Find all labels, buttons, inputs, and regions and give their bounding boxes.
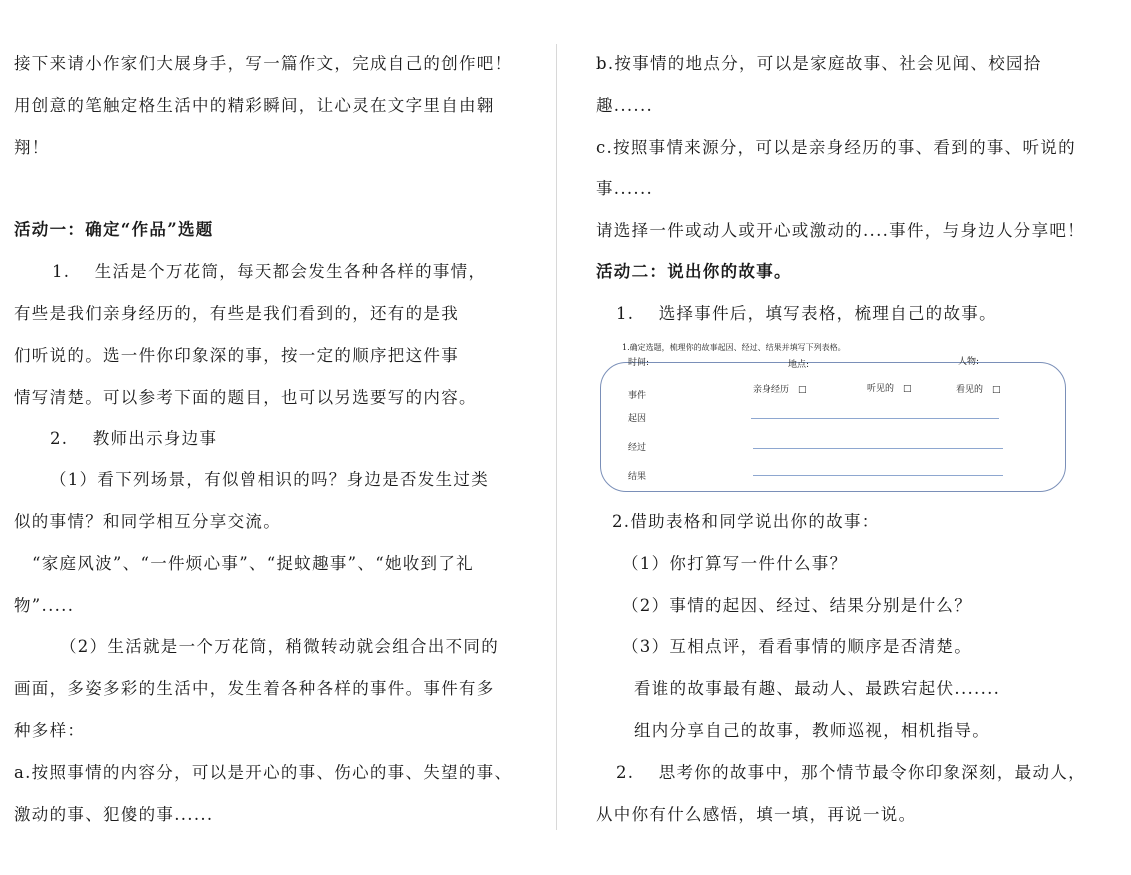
form-cause-line bbox=[751, 418, 999, 419]
topics-line-1: “家庭风波”、“一件烦心事”、“捉蚊趣事”、“她收到了礼 bbox=[32, 554, 474, 573]
share-prompt: 请选择一件或动人或开心或激动的....事件，与身边人分享吧！ bbox=[596, 221, 1085, 240]
column-divider bbox=[556, 44, 557, 830]
sub-2-line-3: 种多样： bbox=[14, 721, 86, 740]
form-time-label: 时间: bbox=[628, 358, 650, 368]
activity-two-step-2: 2.借助表格和同学说出你的故事： bbox=[612, 512, 880, 531]
item-1-line-2: 有些是我们亲身经历的，有些是我们看到的，还有的是我 bbox=[14, 304, 459, 323]
activity-one-heading: 活动一：确定“作品”选题 bbox=[14, 220, 214, 239]
sub-1-line-2: 似的事情？和同学相互分享交流。 bbox=[14, 512, 281, 531]
form-result-label: 结果 bbox=[628, 472, 647, 482]
category-c-line-1: c.按照事情来源分，可以是亲身经历的事、看到的事、听说的 bbox=[596, 138, 1076, 157]
intro-line-3: 翔！ bbox=[14, 138, 50, 157]
form-instruction: 1.确定选题，梳理你的故事起因、经过、结果并填写下列表格。 bbox=[622, 343, 846, 352]
reflection-line-1: 2. 思考你的故事中，那个情节最令你印象深刻，最动人， bbox=[616, 763, 1086, 782]
story-planning-form bbox=[600, 362, 1066, 492]
form-result-line bbox=[753, 475, 1003, 476]
sub-2-line-2: 画面，多姿多彩的生活中，发生着各种各样的事件。事件有多 bbox=[14, 679, 495, 698]
intro-line-2: 用创意的笔触定格生活中的精彩瞬间，让心灵在文字里自由翱 bbox=[14, 96, 495, 115]
form-process-line bbox=[753, 448, 1003, 449]
form-place-label: 地点: bbox=[788, 360, 810, 370]
category-b-line-2: 趣...... bbox=[596, 96, 654, 115]
sub-1-line-1: （1）看下列场景，有似曾相识的吗？身边是否发生过类 bbox=[50, 470, 489, 489]
category-a-line-1: a.按照事情的内容分，可以是开心的事、伤心的事、失望的事、 bbox=[14, 763, 513, 782]
form-option-seen: 看见的 □ bbox=[956, 385, 1001, 395]
reflection-line-2: 从中你有什么感悟，填一填，再说一说。 bbox=[596, 805, 917, 824]
item-1-line-1: 1. 生活是个万花筒，每天都会发生各种各样的事情， bbox=[52, 262, 487, 281]
item-1-line-4: 情写清楚。可以参考下面的题目，也可以另选要写的内容。 bbox=[14, 388, 477, 407]
form-cause-label: 起因 bbox=[628, 414, 647, 424]
item-2-heading: 2. 教师出示身边事 bbox=[50, 429, 218, 448]
activity-two-step-1: 1. 选择事件后，填写表格，梳理自己的故事。 bbox=[616, 304, 997, 323]
question-1: （1）你打算写一件什么事？ bbox=[622, 554, 848, 573]
evaluation-line: 看谁的故事最有趣、最动人、最跌宕起伏....... bbox=[634, 679, 1001, 698]
topics-line-2: 物”..... bbox=[14, 596, 75, 615]
form-process-label: 经过 bbox=[628, 443, 647, 453]
form-option-heard: 听见的 □ bbox=[867, 384, 912, 394]
form-people-label: 人物: bbox=[958, 357, 980, 367]
question-3: （3）互相点评，看看事情的顺序是否清楚。 bbox=[622, 637, 972, 656]
category-b-line-1: b.按事情的地点分，可以是家庭故事、社会见闻、校园拾 bbox=[596, 54, 1042, 73]
group-share-line: 组内分享自己的故事，教师巡视，相机指导。 bbox=[634, 721, 990, 740]
activity-two-heading: 活动二：说出你的故事。 bbox=[596, 262, 792, 281]
category-a-line-2: 激动的事、犯傻的事...... bbox=[14, 805, 214, 824]
sub-2-line-1: （2）生活就是一个万花筒，稍微转动就会组合出不同的 bbox=[60, 637, 499, 656]
item-1-line-3: 们听说的。选一件你印象深的事，按一定的顺序把这件事 bbox=[14, 346, 459, 365]
question-2: （2）事情的起因、经过、结果分别是什么？ bbox=[622, 596, 972, 615]
form-option-experienced: 亲身经历 □ bbox=[753, 385, 807, 395]
form-event-label: 事件 bbox=[628, 391, 647, 401]
intro-line-1: 接下来请小作家们大展身手，写一篇作文，完成自己的创作吧！ bbox=[14, 54, 513, 73]
category-c-line-2: 事...... bbox=[596, 179, 654, 198]
